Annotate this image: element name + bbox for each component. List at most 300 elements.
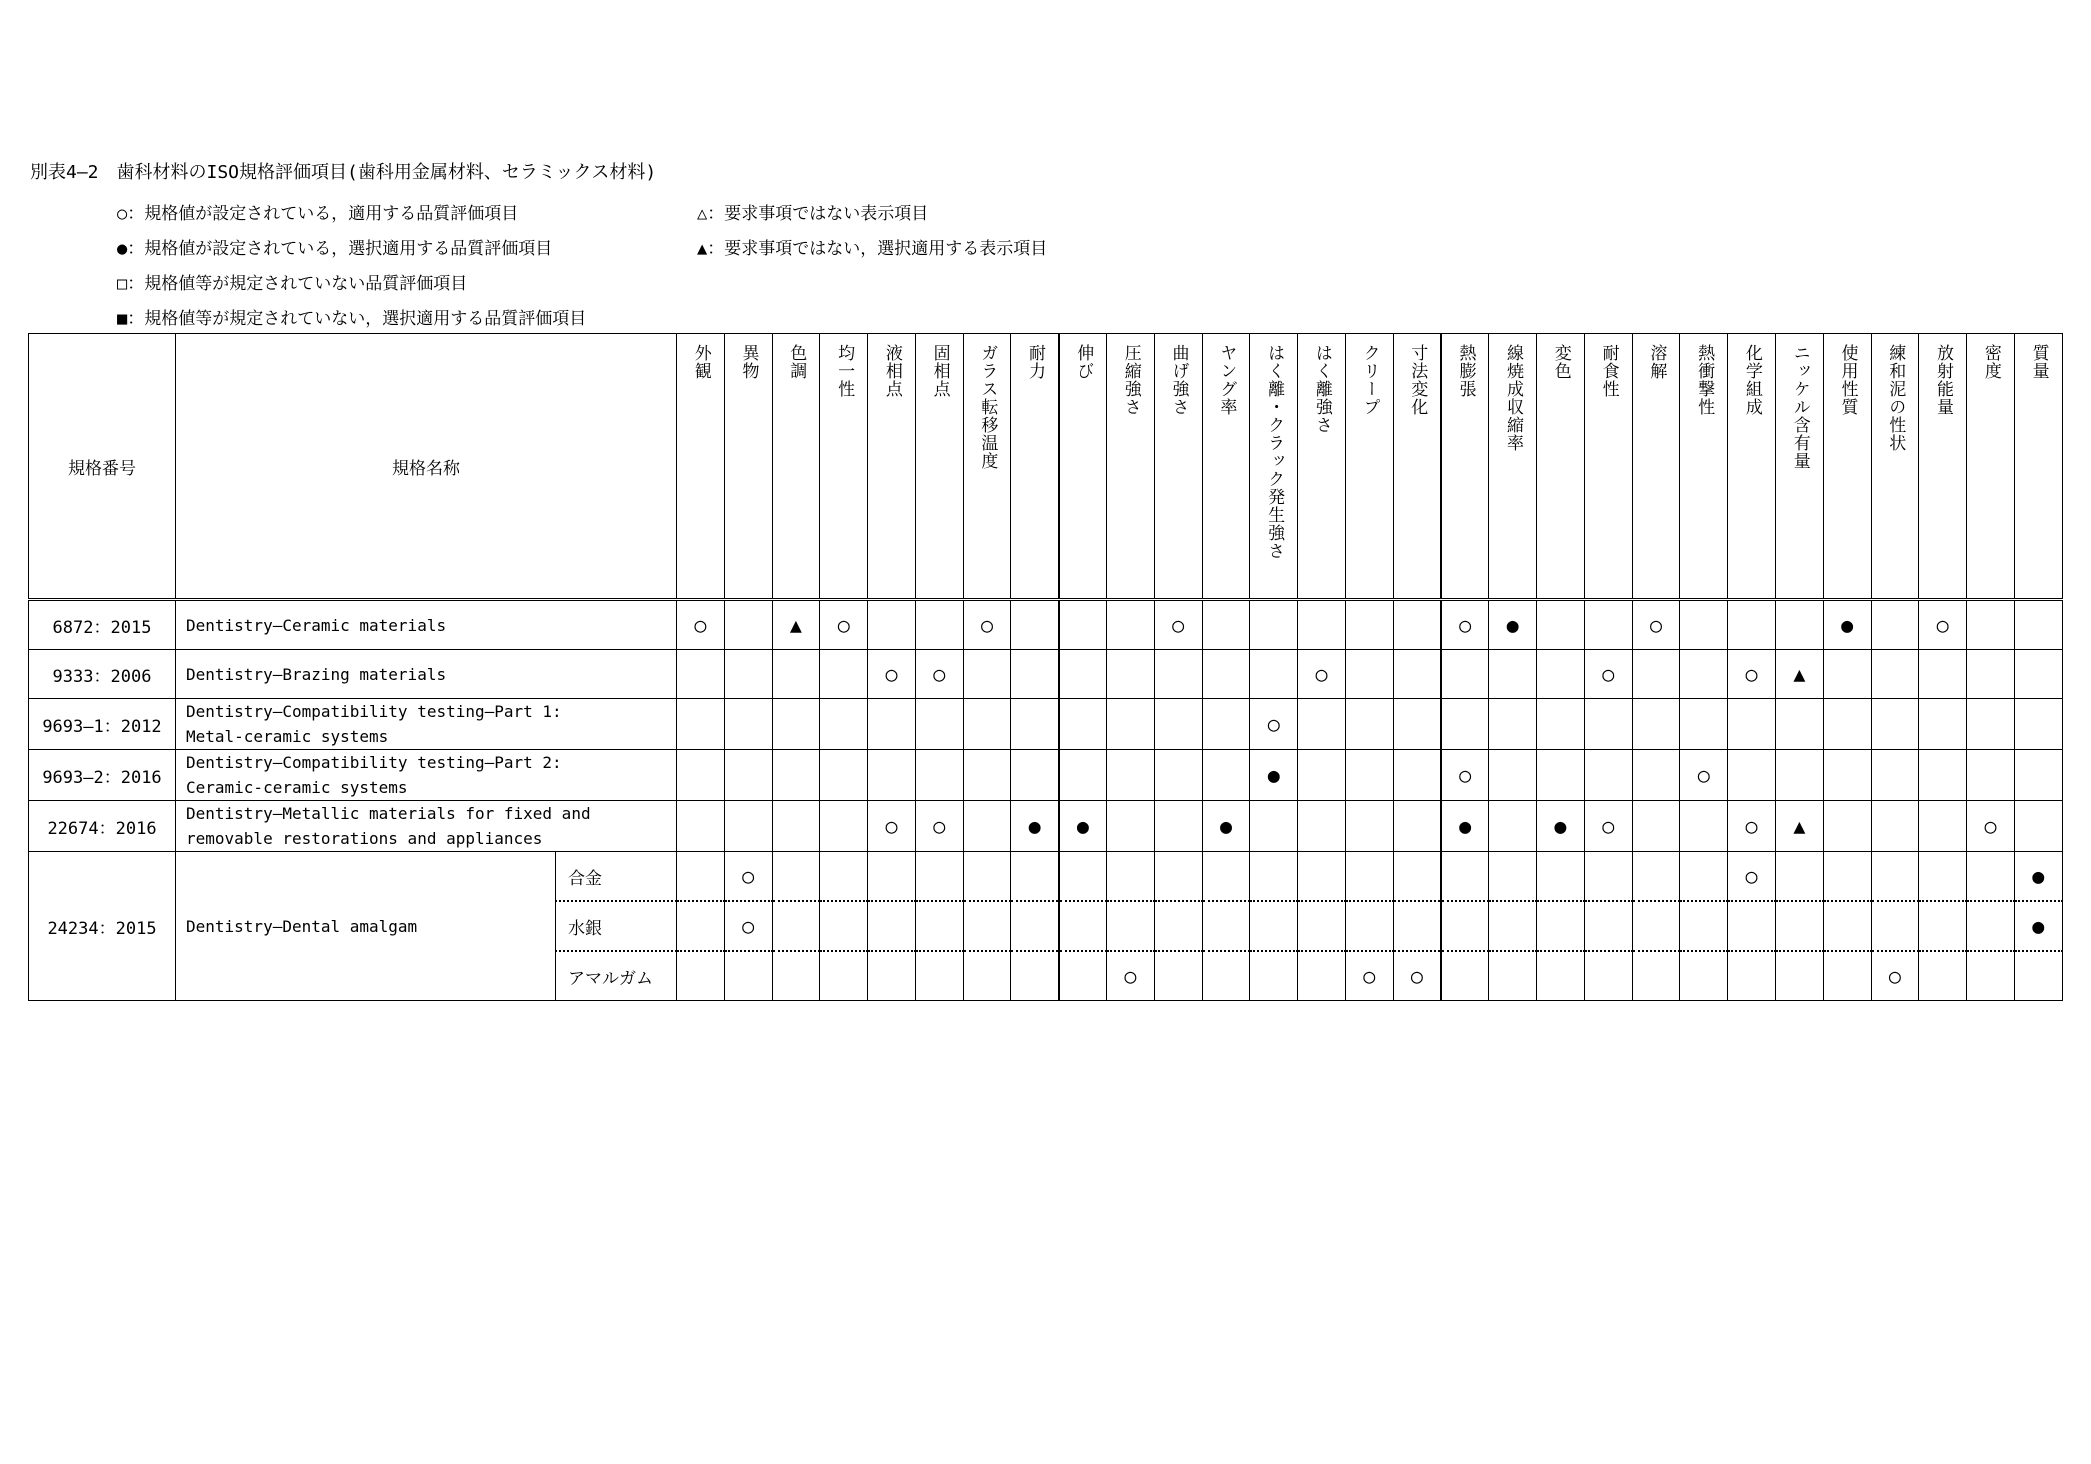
standard-number: 9693―2：2016: [29, 750, 176, 801]
empty-cell: [724, 699, 772, 750]
empty-cell: [915, 600, 963, 650]
column-header-label: 寸法変化: [1407, 344, 1428, 416]
table-row: [29, 600, 2063, 650]
empty-cell: [1919, 951, 1967, 1001]
empty-cell: [1871, 750, 1919, 801]
open-circle-mark: ○: [868, 650, 916, 699]
empty-cell: [1489, 951, 1537, 1001]
component-label: アマルガム: [556, 951, 677, 1001]
column-header-label: 曲げ強さ: [1168, 344, 1189, 416]
standard-number: 24234：2015: [29, 852, 176, 1001]
empty-cell: [1823, 699, 1871, 750]
empty-cell: [1011, 951, 1059, 1001]
open-circle-mark: ○: [677, 600, 725, 650]
empty-cell: [1441, 901, 1489, 951]
empty-cell: [1680, 951, 1728, 1001]
standard-name: Dentistry―Brazing materials: [176, 650, 677, 699]
empty-cell: [1154, 852, 1202, 902]
empty-cell: [1250, 801, 1298, 852]
empty-cell: [868, 699, 916, 750]
column-header: [1441, 334, 1489, 600]
column-header-label: 熱衝撃性: [1694, 344, 1715, 416]
open-circle-mark: ○: [1441, 600, 1489, 650]
empty-cell: [1584, 600, 1632, 650]
empty-cell: [1011, 650, 1059, 699]
empty-cell: [1011, 901, 1059, 951]
component-label: 水銀: [556, 901, 677, 951]
empty-cell: [1823, 750, 1871, 801]
empty-cell: [1345, 699, 1393, 750]
filled-triangle-mark: ▲: [1775, 650, 1823, 699]
column-header: [772, 334, 820, 600]
empty-cell: [1584, 750, 1632, 801]
empty-cell: [1871, 699, 1919, 750]
empty-cell: [1345, 600, 1393, 650]
empty-cell: [1728, 699, 1776, 750]
column-header: [915, 334, 963, 600]
empty-cell: [772, 699, 820, 750]
empty-cell: [1967, 650, 2015, 699]
column-header: [1202, 334, 1250, 600]
column-header-label: ガラス転移温度: [977, 344, 998, 470]
empty-cell: [1059, 951, 1107, 1001]
open-circle-mark: ○: [1967, 801, 2015, 852]
column-header: [868, 334, 916, 600]
empty-cell: [820, 951, 868, 1001]
open-circle-mark: ○: [724, 852, 772, 902]
empty-cell: [1823, 951, 1871, 1001]
empty-cell: [1967, 600, 2015, 650]
empty-cell: [1775, 699, 1823, 750]
empty-cell: [1011, 600, 1059, 650]
empty-cell: [1537, 852, 1585, 902]
empty-cell: [1298, 852, 1346, 902]
empty-cell: [1345, 801, 1393, 852]
column-header: [1059, 334, 1107, 600]
filled-circle-mark: ●: [1823, 600, 1871, 650]
empty-cell: [1154, 801, 1202, 852]
filled-circle-mark: ●: [1202, 801, 1250, 852]
header-number: 規格番号: [29, 334, 176, 600]
standard-name: Dentistry―Dental amalgam: [176, 852, 556, 1001]
empty-cell: [2014, 600, 2062, 650]
filled-circle-mark: ●: [1011, 801, 1059, 852]
legend-filled-circle: ●：規格値が設定されている，選択適用する品質評価項目: [117, 239, 553, 259]
empty-cell: [772, 650, 820, 699]
empty-cell: [772, 901, 820, 951]
component-label: 合金: [556, 852, 677, 902]
column-header-label: 密度: [1980, 344, 2001, 380]
empty-cell: [1967, 750, 2015, 801]
empty-cell: [1537, 650, 1585, 699]
filled-circle-mark: ●: [1489, 600, 1537, 650]
empty-cell: [1537, 600, 1585, 650]
empty-cell: [677, 852, 725, 902]
empty-cell: [1919, 650, 1967, 699]
column-header: [1298, 334, 1346, 600]
column-header-label: 質量: [2028, 344, 2049, 380]
legend-open-square: □：規格値等が規定されていない品質評価項目: [117, 274, 468, 294]
table-row: [29, 801, 2063, 852]
open-circle-mark: ○: [1154, 600, 1202, 650]
filled-triangle-mark: ▲: [1775, 801, 1823, 852]
filled-circle-mark: ●: [1059, 801, 1107, 852]
column-header-label: 溶解: [1646, 344, 1667, 380]
empty-cell: [868, 600, 916, 650]
empty-cell: [1393, 600, 1441, 650]
empty-cell: [1107, 801, 1155, 852]
empty-cell: [677, 801, 725, 852]
empty-cell: [1059, 600, 1107, 650]
column-header-label: 耐力: [1024, 344, 1045, 380]
empty-cell: [1537, 750, 1585, 801]
empty-cell: [963, 852, 1011, 902]
empty-cell: [1107, 600, 1155, 650]
empty-cell: [1202, 852, 1250, 902]
legend-filled-square: ■：規格値等が規定されていない，選択適用する品質評価項目: [117, 309, 587, 329]
empty-cell: [2014, 750, 2062, 801]
column-header-label: 練和泥の性状: [1885, 344, 1906, 452]
column-header: [677, 334, 725, 600]
empty-cell: [1250, 600, 1298, 650]
empty-cell: [1775, 600, 1823, 650]
column-header: [1250, 334, 1298, 600]
column-header-label: 異物: [738, 344, 759, 380]
column-header-label: 均一性: [834, 344, 855, 398]
filled-circle-mark: ●: [2014, 901, 2062, 951]
empty-cell: [1202, 600, 1250, 650]
filled-triangle-mark: ▲: [772, 600, 820, 650]
column-header: [1011, 334, 1059, 600]
column-header-label: 変色: [1550, 344, 1571, 380]
table-row: [29, 750, 2063, 801]
empty-cell: [820, 699, 868, 750]
empty-cell: [1441, 699, 1489, 750]
empty-cell: [1250, 951, 1298, 1001]
empty-cell: [1680, 901, 1728, 951]
empty-cell: [1345, 750, 1393, 801]
column-header: [1871, 334, 1919, 600]
column-header-label: 外観: [690, 344, 711, 380]
empty-cell: [915, 951, 963, 1001]
open-circle-mark: ○: [1871, 951, 1919, 1001]
open-circle-mark: ○: [868, 801, 916, 852]
empty-cell: [1919, 852, 1967, 902]
empty-cell: [1489, 650, 1537, 699]
empty-cell: [1967, 852, 2015, 902]
empty-cell: [1441, 951, 1489, 1001]
column-header: [1680, 334, 1728, 600]
open-circle-mark: ○: [1728, 650, 1776, 699]
column-header: [2014, 334, 2062, 600]
open-circle-mark: ○: [1680, 750, 1728, 801]
empty-cell: [1632, 750, 1680, 801]
empty-cell: [1680, 801, 1728, 852]
standard-number: 6872：2015: [29, 600, 176, 650]
empty-cell: [1154, 951, 1202, 1001]
empty-cell: [1584, 951, 1632, 1001]
column-header-label: ニッケル含有量: [1789, 344, 1810, 470]
empty-cell: [1154, 750, 1202, 801]
empty-cell: [820, 901, 868, 951]
empty-cell: [1632, 901, 1680, 951]
empty-cell: [1393, 852, 1441, 902]
iso-evaluation-table: [28, 333, 2063, 1001]
column-header: [1345, 334, 1393, 600]
open-circle-mark: ○: [1632, 600, 1680, 650]
empty-cell: [820, 852, 868, 902]
filled-circle-mark: ●: [2014, 852, 2062, 902]
empty-cell: [2014, 951, 2062, 1001]
empty-cell: [1202, 750, 1250, 801]
empty-cell: [1250, 650, 1298, 699]
empty-cell: [915, 901, 963, 951]
column-header: [963, 334, 1011, 600]
empty-cell: [1680, 699, 1728, 750]
empty-cell: [1059, 750, 1107, 801]
empty-cell: [915, 852, 963, 902]
empty-cell: [1393, 801, 1441, 852]
empty-cell: [1202, 699, 1250, 750]
empty-cell: [820, 801, 868, 852]
open-circle-mark: ○: [915, 650, 963, 699]
empty-cell: [772, 750, 820, 801]
open-circle-mark: ○: [1584, 650, 1632, 699]
empty-cell: [2014, 699, 2062, 750]
empty-cell: [1489, 901, 1537, 951]
empty-cell: [1871, 650, 1919, 699]
empty-cell: [1871, 600, 1919, 650]
empty-cell: [1632, 699, 1680, 750]
open-circle-mark: ○: [1345, 951, 1393, 1001]
empty-cell: [724, 951, 772, 1001]
empty-cell: [1345, 852, 1393, 902]
empty-cell: [1919, 801, 1967, 852]
filled-circle-mark: ●: [1537, 801, 1585, 852]
open-circle-mark: ○: [1107, 951, 1155, 1001]
empty-cell: [1537, 901, 1585, 951]
empty-cell: [915, 750, 963, 801]
empty-cell: [1728, 951, 1776, 1001]
column-header: [1154, 334, 1202, 600]
empty-cell: [1441, 852, 1489, 902]
empty-cell: [1728, 600, 1776, 650]
open-circle-mark: ○: [724, 901, 772, 951]
empty-cell: [1393, 750, 1441, 801]
empty-cell: [868, 852, 916, 902]
empty-cell: [820, 650, 868, 699]
column-header: [1967, 334, 2015, 600]
column-header: [1728, 334, 1776, 600]
header-name: 規格名称: [176, 334, 677, 600]
empty-cell: [1775, 750, 1823, 801]
empty-cell: [963, 951, 1011, 1001]
column-header-label: はく離・クラック発生強さ: [1264, 344, 1285, 560]
column-header-label: 熱膨張: [1455, 344, 1476, 398]
empty-cell: [1059, 650, 1107, 699]
column-header: [1775, 334, 1823, 600]
empty-cell: [1011, 750, 1059, 801]
open-circle-mark: ○: [915, 801, 963, 852]
empty-cell: [1775, 951, 1823, 1001]
empty-cell: [1345, 901, 1393, 951]
empty-cell: [868, 750, 916, 801]
open-circle-mark: ○: [1919, 600, 1967, 650]
empty-cell: [1728, 901, 1776, 951]
empty-cell: [724, 750, 772, 801]
empty-cell: [1680, 600, 1728, 650]
empty-cell: [1298, 750, 1346, 801]
empty-cell: [963, 750, 1011, 801]
empty-cell: [1537, 951, 1585, 1001]
column-header: [1632, 334, 1680, 600]
empty-cell: [963, 801, 1011, 852]
table-title: 別表4―2 歯科材料のISO規格評価項目(歯科用金属材料、セラミックス材料): [30, 162, 657, 183]
empty-cell: [1632, 650, 1680, 699]
standard-name: Dentistry―Ceramic materials: [176, 600, 677, 650]
empty-cell: [1250, 852, 1298, 902]
empty-cell: [1919, 750, 1967, 801]
empty-cell: [1393, 650, 1441, 699]
empty-cell: [1202, 951, 1250, 1001]
empty-cell: [1107, 852, 1155, 902]
open-circle-mark: ○: [1298, 650, 1346, 699]
empty-cell: [1298, 600, 1346, 650]
empty-cell: [772, 951, 820, 1001]
empty-cell: [1775, 901, 1823, 951]
legend-open-circle: ○：規格値が設定されている，適用する品質評価項目: [117, 204, 519, 224]
empty-cell: [724, 801, 772, 852]
column-header-label: 圧縮強さ: [1120, 344, 1141, 416]
empty-cell: [1632, 951, 1680, 1001]
column-header-label: 伸び: [1073, 344, 1094, 380]
column-header-label: はく離強さ: [1311, 344, 1332, 434]
empty-cell: [677, 650, 725, 699]
empty-cell: [677, 750, 725, 801]
column-header-label: クリープ: [1359, 344, 1380, 416]
empty-cell: [1107, 750, 1155, 801]
empty-cell: [2014, 650, 2062, 699]
empty-cell: [868, 951, 916, 1001]
standard-name: Dentistry―Metallic materials for fixed and removable restorations and appliances: [176, 801, 677, 852]
column-header: [1537, 334, 1585, 600]
empty-cell: [1298, 801, 1346, 852]
empty-cell: [1823, 901, 1871, 951]
empty-cell: [1345, 650, 1393, 699]
empty-cell: [1871, 852, 1919, 902]
empty-cell: [1823, 852, 1871, 902]
empty-cell: [963, 699, 1011, 750]
table-row: [29, 699, 2063, 750]
empty-cell: [1584, 901, 1632, 951]
standard-number: 9693―1：2012: [29, 699, 176, 750]
open-circle-mark: ○: [1441, 750, 1489, 801]
empty-cell: [1202, 901, 1250, 951]
empty-cell: [1107, 650, 1155, 699]
empty-cell: [772, 801, 820, 852]
table-row: [29, 852, 2063, 902]
empty-cell: [1298, 699, 1346, 750]
empty-cell: [820, 750, 868, 801]
empty-cell: [1489, 750, 1537, 801]
empty-cell: [1967, 951, 2015, 1001]
column-header: [1584, 334, 1632, 600]
empty-cell: [1489, 801, 1537, 852]
column-header: [1107, 334, 1155, 600]
empty-cell: [677, 901, 725, 951]
empty-cell: [1059, 699, 1107, 750]
column-header-label: 使用性質: [1837, 344, 1858, 416]
empty-cell: [1584, 852, 1632, 902]
empty-cell: [963, 650, 1011, 699]
column-header-label: 色調: [786, 344, 807, 380]
empty-cell: [868, 901, 916, 951]
open-circle-mark: ○: [1250, 699, 1298, 750]
column-header: [1919, 334, 1967, 600]
empty-cell: [1059, 901, 1107, 951]
empty-cell: [963, 901, 1011, 951]
column-header: [1823, 334, 1871, 600]
empty-cell: [677, 951, 725, 1001]
column-header-label: 固相点: [929, 344, 950, 398]
empty-cell: [1011, 852, 1059, 902]
standard-number: 9333：2006: [29, 650, 176, 699]
column-header: [724, 334, 772, 600]
open-circle-mark: ○: [1393, 951, 1441, 1001]
open-circle-mark: ○: [1728, 801, 1776, 852]
empty-cell: [915, 699, 963, 750]
column-header: [1393, 334, 1441, 600]
empty-cell: [1298, 951, 1346, 1001]
empty-cell: [1775, 852, 1823, 902]
column-header-label: ヤング率: [1216, 344, 1237, 416]
empty-cell: [1871, 901, 1919, 951]
empty-cell: [1919, 699, 1967, 750]
column-header-label: 化学組成: [1741, 344, 1762, 416]
empty-cell: [1584, 699, 1632, 750]
empty-cell: [2014, 801, 2062, 852]
empty-cell: [724, 650, 772, 699]
empty-cell: [1393, 901, 1441, 951]
column-header: [1489, 334, 1537, 600]
empty-cell: [1154, 650, 1202, 699]
column-header-label: 線焼成収縮率: [1503, 344, 1524, 452]
empty-cell: [1632, 852, 1680, 902]
open-circle-mark: ○: [820, 600, 868, 650]
empty-cell: [677, 699, 725, 750]
standard-name: Dentistry―Compatibility testing―Part 1: Metal-ceramic systems: [176, 699, 677, 750]
column-header: [820, 334, 868, 600]
filled-circle-mark: ●: [1441, 801, 1489, 852]
empty-cell: [1011, 699, 1059, 750]
empty-cell: [1489, 852, 1537, 902]
column-header-label: 放射能量: [1933, 344, 1954, 416]
column-header-label: 耐食性: [1598, 344, 1619, 398]
empty-cell: [1298, 901, 1346, 951]
empty-cell: [1823, 650, 1871, 699]
empty-cell: [1823, 801, 1871, 852]
empty-cell: [1202, 650, 1250, 699]
empty-cell: [1871, 801, 1919, 852]
open-circle-mark: ○: [963, 600, 1011, 650]
empty-cell: [1537, 699, 1585, 750]
empty-cell: [1441, 650, 1489, 699]
empty-cell: [1967, 901, 2015, 951]
empty-cell: [1632, 801, 1680, 852]
empty-cell: [1154, 901, 1202, 951]
empty-cell: [1680, 852, 1728, 902]
column-header-label: 液相点: [881, 344, 902, 398]
